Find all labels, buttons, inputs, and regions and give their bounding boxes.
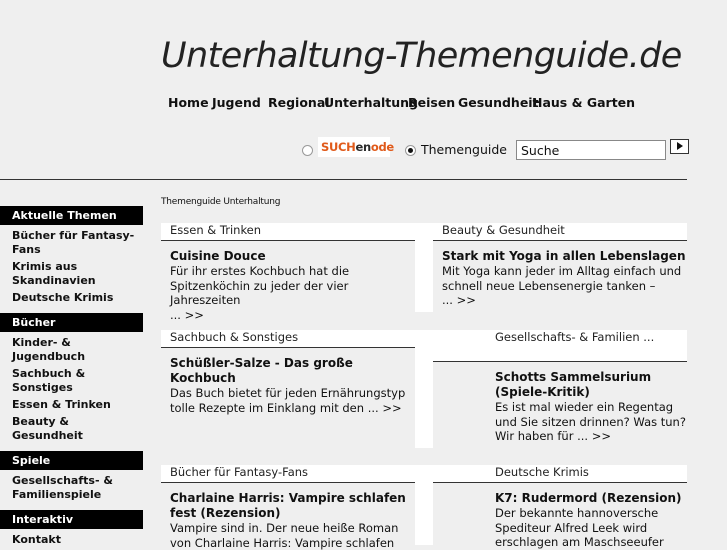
sidebar-item-familienspiele[interactable]: Gesellschafts- & Familienspiele	[12, 474, 113, 501]
sidebar-item-beauty[interactable]: Beauty & Gesundheit	[12, 415, 83, 442]
card-title[interactable]: K7: Rudermord (Rezension)	[495, 491, 682, 505]
card-teaser: Das Buch bietet für jeden Ernährungstyp tolle Rezepte im Einklang mit den ... >>	[170, 386, 406, 415]
sidebar-item-jugendbuch[interactable]: Kinder- & Jugendbuch	[12, 336, 86, 363]
sidebar-item-fantasy[interactable]: Bücher für Fantasy-Fans	[12, 229, 135, 256]
card-teaser: Der bekannte hannoversche Spediteur Alfred Leek wird erschlagen am Maschseeufer	[495, 506, 664, 549]
sidebar-item-skandinavien[interactable]: Krimis aus Skandinavien	[12, 260, 96, 287]
card-gap	[415, 465, 433, 545]
card-deutsche-krimis	[433, 465, 687, 549]
card-fantasy	[161, 465, 415, 550]
sidebar-item-deutsche-krimis[interactable]: Deutsche Krimis	[12, 291, 114, 304]
sidebar-heading-spiele: Spiele	[0, 451, 143, 470]
site-logo[interactable]: Unterhaltung-Themenguide.de	[161, 36, 682, 76]
sidebar-heading-aktuelle-themen: Aktuelle Themen	[0, 206, 143, 225]
card-category[interactable]: Gesellschafts- & Familien ...	[433, 330, 687, 362]
sidebar	[0, 206, 143, 550]
card-beauty-gesundheit	[433, 223, 687, 312]
search-radio-suchenode[interactable]	[302, 145, 313, 156]
nav-reisen[interactable]: Reisen	[408, 95, 456, 110]
read-more-link[interactable]: ... >>	[364, 400, 402, 415]
card-category[interactable]: Deutsche Krimis	[433, 465, 687, 483]
breadcrumb: Themenguide Unterhaltung	[161, 197, 281, 207]
card-teaser: Für ihr erstes Kochbuch hat die Spitzenköchin zu jeder der vier Jahreszeiten ... >>	[170, 264, 350, 322]
sidebar-item-sachbuch[interactable]: Sachbuch & Sonstiges	[12, 367, 86, 394]
card-teaser: Es ist mal wieder ein Regentag und Sie sitzen drinnen? Was tun? Wir haben für ... >>	[495, 400, 686, 443]
card-familienspiele	[433, 330, 687, 448]
nav-unterhaltung[interactable]: Unterhaltung	[324, 95, 419, 110]
card-sachbuch	[161, 330, 415, 448]
sidebar-heading-buecher: Bücher	[0, 313, 143, 332]
read-more-link[interactable]: ... >>	[442, 293, 476, 307]
search-submit-button[interactable]	[670, 139, 689, 154]
card-title[interactable]: Schotts Sammelsurium (Spiele-Kritik)	[495, 370, 652, 399]
sidebar-item-essen-trinken[interactable]: Essen & Trinken	[12, 398, 111, 411]
card-essen-trinken	[161, 223, 415, 322]
card-category[interactable]: Sachbuch & Sonstiges	[161, 330, 415, 348]
sidebar-item-kontakt[interactable]: Kontakt	[12, 533, 61, 546]
suchenode-logo: SUCHenode	[318, 137, 390, 157]
nav-haus-garten[interactable]: Haus & Garten	[532, 95, 636, 110]
sidebar-heading-interaktiv: Interaktiv	[0, 510, 143, 529]
search-radio-themenguide[interactable]	[405, 145, 416, 156]
nav-jugend[interactable]: Jugend	[212, 95, 261, 110]
card-title[interactable]: Charlaine Harris: Vampire schlafen fest (Rezension)	[170, 491, 406, 520]
nav-home[interactable]: Home	[168, 95, 209, 110]
read-more-link[interactable]: ... >>	[573, 429, 611, 443]
header-divider	[0, 179, 687, 180]
card-title[interactable]: Cuisine Douce	[170, 249, 266, 263]
card-category[interactable]: Beauty & Gesundheit	[433, 223, 687, 241]
search-radio-label: Themenguide	[421, 142, 507, 157]
card-teaser: Vampire sind in. Der neue heiße Roman von Charlaine Harris: Vampire schlafen	[170, 521, 399, 550]
nav-gesundheit[interactable]: Gesundheit	[458, 95, 539, 110]
card-title[interactable]: Stark mit Yoga in allen Lebenslagen	[442, 249, 686, 263]
card-category[interactable]: Essen & Trinken	[161, 223, 415, 241]
card-gap	[415, 223, 433, 312]
card-category[interactable]: Bücher für Fantasy-Fans	[161, 465, 415, 483]
card-title[interactable]: Schüßler-Salze - Das große Kochbuch	[170, 356, 353, 385]
card-teaser: Mit Yoga kann jeder im Alltag einfach und schnell neue Lebensenergie tanken – ... >>	[442, 264, 682, 307]
nav-regional[interactable]: Regional	[268, 95, 330, 110]
card-gap	[415, 330, 433, 448]
read-more-link[interactable]: ... >>	[170, 307, 204, 322]
search-input[interactable]	[516, 140, 666, 160]
